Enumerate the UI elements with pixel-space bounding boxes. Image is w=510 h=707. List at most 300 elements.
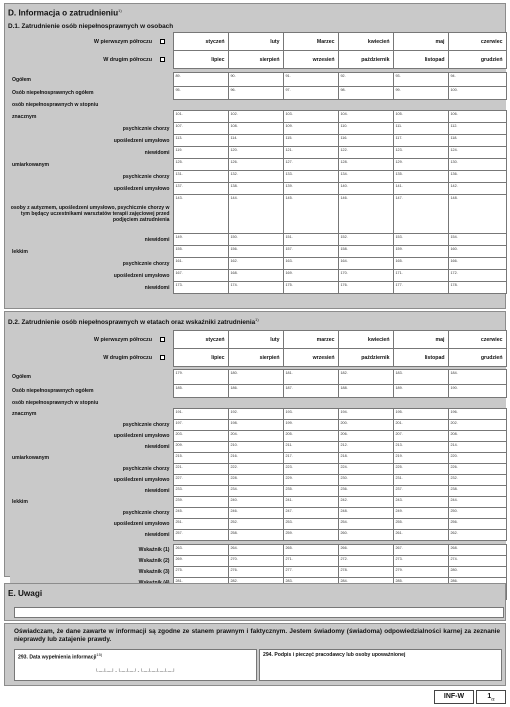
row-label-text: niewidomi [144, 444, 170, 450]
input-cell[interactable]: 199. [283, 420, 338, 431]
input-cell[interactable]: 118. [448, 135, 506, 147]
month-half-1-3: kwiecień [338, 331, 393, 349]
input-cell[interactable]: 244. [448, 497, 506, 508]
input-cell[interactable]: 181. [283, 370, 338, 385]
input-cell[interactable]: 110. [338, 123, 393, 135]
input-cell[interactable]: 117. [393, 135, 448, 147]
input-cell[interactable]: 230. [338, 475, 393, 486]
input-cell[interactable]: 133. [283, 171, 338, 183]
section-d2-panel [4, 311, 506, 583]
table-row [10, 519, 506, 530]
input-cell[interactable]: 270. [228, 556, 283, 567]
table-row [10, 530, 506, 541]
input-cell[interactable]: 192. [228, 409, 283, 420]
input-cell[interactable]: 278. [338, 567, 393, 578]
input-cell[interactable]: 228. [228, 475, 283, 486]
input-cell[interactable]: 254. [338, 519, 393, 530]
input-cell[interactable]: 152. [338, 234, 393, 246]
row-spacer [173, 100, 506, 111]
input-cell[interactable]: 98. [338, 87, 393, 100]
input-cell[interactable]: 268. [448, 545, 506, 556]
month-half-1-2: Marzec [283, 33, 338, 51]
input-cell[interactable]: 221. [173, 464, 228, 475]
table-row [10, 159, 506, 171]
input-cell[interactable]: 191. [173, 409, 228, 420]
input-cell[interactable]: 146. [338, 195, 393, 234]
input-cell[interactable]: 144. [228, 195, 283, 234]
half-1-checkbox[interactable] [155, 33, 169, 51]
row-label-text: Wskaźnik (1) [138, 547, 170, 553]
input-cell[interactable]: 127. [283, 159, 338, 171]
input-cell[interactable]: 136. [448, 171, 506, 183]
input-cell[interactable]: 269. [173, 556, 228, 567]
row-label [10, 486, 173, 497]
input-cell[interactable]: 101. [173, 111, 228, 123]
row-label [10, 234, 173, 246]
input-cell[interactable]: 114. [228, 135, 283, 147]
table-row [10, 87, 506, 100]
input-cell[interactable]: 166. [448, 258, 506, 270]
input-cell[interactable]: 210. [228, 442, 283, 453]
input-cell[interactable]: 95. [173, 87, 228, 100]
row-label-text: umiarkowanym [12, 455, 50, 461]
input-cell[interactable]: 234. [228, 486, 283, 497]
input-cell[interactable]: 274. [448, 556, 506, 567]
input-cell[interactable]: 91. [283, 73, 338, 87]
input-cell[interactable]: 162. [228, 258, 283, 270]
input-cell[interactable]: 157. [283, 246, 338, 258]
date-input-ticks[interactable]: └─┴─┘-└─┴─┘-└─┴─┴─┴─┘ [95, 669, 177, 675]
input-cell[interactable]: 138. [228, 183, 283, 195]
input-cell[interactable]: 116. [338, 135, 393, 147]
checkbox-icon[interactable] [160, 337, 165, 342]
input-cell[interactable]: 265. [283, 545, 338, 556]
input-cell[interactable]: 226. [448, 464, 506, 475]
month-half-1-3: kwiecień [338, 33, 393, 51]
input-cell[interactable]: 252. [228, 519, 283, 530]
row-label-text: psychicznie chorzy [122, 173, 170, 180]
row-label-text: znacznym [12, 411, 37, 417]
month-half-2-4: listopad [393, 349, 448, 367]
row-label [10, 246, 173, 258]
input-cell[interactable]: 279. [393, 567, 448, 578]
month-half-1-1: luty [228, 331, 283, 349]
input-cell[interactable]: 235. [283, 486, 338, 497]
input-cell[interactable]: 220. [448, 453, 506, 464]
row-label [10, 73, 173, 87]
row-label [10, 453, 173, 464]
signature-field[interactable]: 294. Podpis i pieczęć pracodawcy lub osoby upoważnionej [259, 649, 502, 681]
input-cell[interactable]: 250. [448, 508, 506, 519]
input-cell[interactable]: 155. [173, 246, 228, 258]
row-label-text: psychicznie chorzy [122, 260, 170, 267]
table-row [10, 398, 506, 409]
input-cell[interactable]: 258. [228, 530, 283, 541]
input-cell[interactable]: 233. [173, 486, 228, 497]
input-cell[interactable]: 240. [228, 497, 283, 508]
input-cell[interactable]: 153. [393, 234, 448, 246]
input-cell[interactable]: 259. [283, 530, 338, 541]
half-2-label: W drugim półroczu [10, 51, 155, 69]
input-cell[interactable]: 212. [338, 442, 393, 453]
month-half-1-4: maj [393, 33, 448, 51]
row-label-text: Wskaźnik (2) [138, 558, 170, 564]
input-cell[interactable]: 207. [393, 431, 448, 442]
input-cell[interactable]: 112. [448, 123, 506, 135]
input-cell[interactable]: 185. [173, 385, 228, 398]
input-cell[interactable]: 184. [448, 370, 506, 385]
input-cell[interactable]: 150. [228, 234, 283, 246]
input-cell[interactable]: 100. [448, 87, 506, 100]
input-cell[interactable]: 129. [393, 159, 448, 171]
table-row [10, 475, 506, 486]
input-cell[interactable]: 183. [393, 370, 448, 385]
input-cell[interactable]: 96. [228, 87, 283, 100]
row-label [10, 147, 173, 159]
input-cell[interactable]: 177. [393, 282, 448, 294]
input-cell[interactable]: 271. [283, 556, 338, 567]
input-cell[interactable]: 178. [448, 282, 506, 294]
input-cell[interactable]: 275. [173, 567, 228, 578]
table-row [10, 370, 506, 385]
input-cell[interactable]: 141. [393, 183, 448, 195]
month-half-1-0: styczeń [173, 331, 228, 349]
input-cell[interactable]: 124. [448, 147, 506, 159]
input-cell[interactable]: 130. [448, 159, 506, 171]
row-label-text: osób niepełnosprawnych w stopniu [12, 400, 99, 406]
half-1-label: W pierwszym półroczu [10, 33, 155, 51]
input-cell[interactable]: 282. [228, 578, 283, 589]
input-cell[interactable]: 232. [448, 475, 506, 486]
declaration-text: Oświadczam, że dane zawarte w informacji są zgodne ze stanem prawnym i faktycznym. Jestem świadomy (świadoma) odpowiedzialności karnej za zeznanie nieprawdy lub zatajenie prawdy. [14, 628, 500, 643]
row-label-text: niewidomi [144, 236, 170, 243]
input-cell[interactable]: 174. [228, 282, 283, 294]
input-cell[interactable]: 159. [393, 246, 448, 258]
input-cell[interactable]: 204. [228, 431, 283, 442]
input-cell[interactable]: 122. [338, 147, 393, 159]
input-cell[interactable]: 216. [228, 453, 283, 464]
input-cell[interactable]: 180. [228, 370, 283, 385]
input-cell[interactable]: 160. [448, 246, 506, 258]
input-cell[interactable]: 113. [173, 135, 228, 147]
input-cell[interactable]: 202. [448, 420, 506, 431]
half-2-checkbox[interactable] [155, 349, 169, 367]
input-cell[interactable]: 142. [448, 183, 506, 195]
input-cell[interactable]: 197. [173, 420, 228, 431]
month-half-1-0: styczeń [173, 33, 228, 51]
month-half-2-1: sierpień [228, 349, 283, 367]
row-label-text: niewidomi [144, 284, 170, 291]
input-cell[interactable]: 125. [173, 159, 228, 171]
row-label-text: upośledzeni umysłowo [113, 137, 170, 144]
row-label-text: upośledzeni umysłowo [113, 433, 170, 439]
input-cell[interactable]: 261. [393, 530, 448, 541]
row-label-text: osób niepełnosprawnych w stopniu [12, 102, 99, 108]
row-label [10, 475, 173, 486]
input-cell[interactable]: 149. [173, 234, 228, 246]
input-cell[interactable]: 227. [173, 475, 228, 486]
input-cell[interactable]: 165. [393, 258, 448, 270]
input-cell[interactable]: 164. [338, 258, 393, 270]
row-label-text: Ogółem [12, 374, 31, 380]
row-label [10, 123, 173, 135]
input-cell[interactable]: 103. [283, 111, 338, 123]
input-cell[interactable]: 151. [283, 234, 338, 246]
input-cell[interactable]: 276. [228, 567, 283, 578]
input-cell[interactable]: 280. [448, 567, 506, 578]
row-label [10, 420, 173, 431]
row-label [10, 195, 173, 234]
row-label [10, 159, 173, 171]
row-label [10, 111, 173, 123]
input-cell[interactable]: 105. [393, 111, 448, 123]
input-cell[interactable]: 89. [173, 73, 228, 87]
input-cell[interactable]: 257. [173, 530, 228, 541]
input-cell[interactable]: 108. [228, 123, 283, 135]
month-half-2-5: grudzień [448, 349, 506, 367]
input-cell[interactable]: 182. [338, 370, 393, 385]
input-cell[interactable]: 215. [173, 453, 228, 464]
input-cell[interactable]: 225. [393, 464, 448, 475]
input-cell[interactable]: 163. [283, 258, 338, 270]
input-cell[interactable]: 120. [228, 147, 283, 159]
table-row [10, 420, 506, 431]
row-label [10, 370, 173, 385]
input-cell[interactable]: 189. [393, 385, 448, 398]
input-cell[interactable]: 93. [393, 73, 448, 87]
input-cell[interactable]: 147. [393, 195, 448, 234]
input-cell[interactable]: 281. [173, 578, 228, 589]
input-cell[interactable]: 119. [173, 147, 228, 159]
input-cell[interactable]: 260. [338, 530, 393, 541]
input-cell[interactable]: 251. [173, 519, 228, 530]
input-cell[interactable]: 156. [228, 246, 283, 258]
row-label [10, 87, 173, 100]
input-cell[interactable]: 264. [228, 545, 283, 556]
input-cell[interactable]: 140. [338, 183, 393, 195]
month-half-2-3: październik [338, 51, 393, 69]
input-cell[interactable]: 92. [338, 73, 393, 87]
month-half-2-2: wrzesień [283, 51, 338, 69]
input-cell[interactable]: 200. [338, 420, 393, 431]
input-cell[interactable]: 123. [393, 147, 448, 159]
input-cell[interactable]: 190. [448, 385, 506, 398]
input-cell[interactable]: 241. [283, 497, 338, 508]
month-half-1-1: luty [228, 33, 283, 51]
d2-title: D.2. Zatrudnienie osób niepełnosprawnych w etatach oraz wskaźniki zatrudnienia$^{1)}$ [8, 317, 259, 327]
input-cell[interactable]: 243. [393, 497, 448, 508]
input-cell[interactable]: 115. [283, 135, 338, 147]
input-cell[interactable]: 217. [283, 453, 338, 464]
input-cell[interactable]: 222. [228, 464, 283, 475]
input-cell[interactable]: 248. [338, 508, 393, 519]
input-cell[interactable]: 169. [283, 270, 338, 282]
input-cell[interactable]: 109. [283, 123, 338, 135]
input-cell[interactable]: 262. [448, 530, 506, 541]
input-cell[interactable]: 188. [338, 385, 393, 398]
input-cell[interactable]: 170. [338, 270, 393, 282]
input-cell[interactable]: 237. [393, 486, 448, 497]
input-cell[interactable]: 132. [228, 171, 283, 183]
table-row [10, 258, 506, 270]
table-row [10, 111, 506, 123]
input-cell[interactable]: 267. [393, 545, 448, 556]
input-cell[interactable]: 126. [228, 159, 283, 171]
row-label [10, 270, 173, 282]
table-row [10, 409, 506, 420]
input-cell[interactable]: 273. [393, 556, 448, 567]
input-cell[interactable]: 148. [448, 195, 506, 234]
row-label-text: umiarkowanym [12, 161, 50, 168]
input-cell[interactable]: 247. [283, 508, 338, 519]
input-cell[interactable]: 172. [448, 270, 506, 282]
input-cell[interactable]: 205. [283, 431, 338, 442]
input-cell[interactable]: 201. [393, 420, 448, 431]
input-cell[interactable]: 154. [448, 234, 506, 246]
input-cell[interactable]: 135. [393, 171, 448, 183]
input-cell[interactable]: 223. [283, 464, 338, 475]
table-row [10, 147, 506, 159]
section-e-title: E. Uwagi [8, 589, 43, 598]
input-cell[interactable]: 143. [173, 195, 228, 234]
input-cell[interactable]: 224. [338, 464, 393, 475]
input-cell[interactable]: 256. [448, 519, 506, 530]
input-cell[interactable]: 176. [338, 282, 393, 294]
input-cell[interactable]: 229. [283, 475, 338, 486]
input-cell[interactable]: 175. [283, 282, 338, 294]
row-label [10, 442, 173, 453]
date-field[interactable]: 293. Data wypełnienia informacji$^{15)}$ └─┴─┘-└─┴─┘-└─┴─┴─┴─┘ [14, 649, 257, 681]
input-cell[interactable]: 255. [393, 519, 448, 530]
row-label [10, 398, 173, 409]
input-cell[interactable]: 167. [173, 270, 228, 282]
input-cell[interactable]: 121. [283, 147, 338, 159]
checkbox-icon[interactable] [160, 39, 165, 44]
input-cell[interactable]: 171. [393, 270, 448, 282]
table-row [10, 508, 506, 519]
input-cell[interactable]: 168. [228, 270, 283, 282]
input-cell[interactable]: 208. [448, 431, 506, 442]
page-indicator: $1_{/2}$ [476, 690, 506, 704]
input-cell[interactable]: 266. [338, 545, 393, 556]
row-label-text: upośledzeni umysłowo [113, 521, 170, 527]
input-cell[interactable]: 218. [338, 453, 393, 464]
input-cell[interactable]: 131. [173, 171, 228, 183]
input-cell[interactable]: 253. [283, 519, 338, 530]
input-cell[interactable]: 209. [173, 442, 228, 453]
month-half-1-5: czerwiec [448, 33, 506, 51]
input-cell[interactable]: 99. [393, 87, 448, 100]
input-cell[interactable]: 249. [393, 508, 448, 519]
row-label-text: lekkim [12, 499, 28, 505]
input-cell[interactable]: 246. [228, 508, 283, 519]
half-1-checkbox[interactable] [155, 331, 169, 349]
input-cell[interactable]: 111. [393, 123, 448, 135]
table-row [10, 567, 506, 578]
input-cell[interactable]: 239. [173, 497, 228, 508]
input-cell[interactable]: 186. [228, 385, 283, 398]
input-cell[interactable]: 286. [448, 578, 506, 589]
input-cell[interactable]: 179. [173, 370, 228, 385]
input-cell[interactable]: 102. [228, 111, 283, 123]
row-label-text: psychicznie chorzy [122, 125, 170, 132]
input-cell[interactable]: 94. [448, 73, 506, 87]
input-cell[interactable]: 161. [173, 258, 228, 270]
input-cell[interactable]: 284. [338, 578, 393, 589]
input-cell[interactable]: 195. [393, 409, 448, 420]
table-row [10, 556, 506, 567]
input-cell[interactable]: 236. [338, 486, 393, 497]
input-cell[interactable]: 219. [393, 453, 448, 464]
input-cell[interactable]: 283. [283, 578, 338, 589]
half-2-checkbox[interactable] [155, 51, 169, 69]
input-cell[interactable]: 198. [228, 420, 283, 431]
row-label-text: psychicznie chorzy [122, 422, 170, 428]
row-label [10, 385, 173, 398]
input-cell[interactable]: 90. [228, 73, 283, 87]
input-cell[interactable]: 139. [283, 183, 338, 195]
row-label-text: niewidomi [144, 488, 170, 494]
checkbox-icon[interactable] [160, 57, 165, 62]
remarks-field[interactable] [14, 607, 504, 618]
input-cell[interactable]: 134. [338, 171, 393, 183]
row-label [10, 135, 173, 147]
table-row [10, 486, 506, 497]
table-row [10, 497, 506, 508]
input-cell[interactable]: 145. [283, 195, 338, 234]
input-cell[interactable]: 213. [393, 442, 448, 453]
input-cell[interactable]: 97. [283, 87, 338, 100]
row-label-text: Osób niepełnosprawnych ogółem [12, 90, 94, 96]
table-row [10, 183, 506, 195]
input-cell[interactable]: 107. [173, 123, 228, 135]
row-label-text: psychicznie chorzy [122, 466, 170, 472]
input-cell[interactable]: 242. [338, 497, 393, 508]
month-half-2-2: wrzesień [283, 349, 338, 367]
input-cell[interactable]: 211. [283, 442, 338, 453]
row-label-text: osoby z autyzmem, upośledzeni umysłowo, psychicznie chorzy w tym będący uczestnikami warsztatów terapii zajęciowej przed podjęciem zatrudnienia [10, 205, 170, 223]
input-cell[interactable]: 206. [338, 431, 393, 442]
input-cell[interactable]: 285. [393, 578, 448, 589]
input-cell[interactable]: 173. [173, 282, 228, 294]
input-cell[interactable]: 245. [173, 508, 228, 519]
input-cell[interactable]: 272. [338, 556, 393, 567]
checkbox-icon[interactable] [160, 355, 165, 360]
row-label-text: niewidomi [144, 532, 170, 538]
input-cell[interactable]: 104. [338, 111, 393, 123]
row-label [10, 183, 173, 195]
row-label-text: znacznym [12, 113, 37, 120]
input-cell[interactable]: 238. [448, 486, 506, 497]
month-half-2-1: sierpień [228, 51, 283, 69]
table-row [10, 431, 506, 442]
input-cell[interactable]: 203. [173, 431, 228, 442]
input-cell[interactable]: 193. [283, 409, 338, 420]
input-cell[interactable]: 137. [173, 183, 228, 195]
input-cell[interactable]: 277. [283, 567, 338, 578]
input-cell[interactable]: 128. [338, 159, 393, 171]
d2-table [10, 330, 507, 600]
input-cell[interactable]: 158. [338, 246, 393, 258]
input-cell[interactable]: 196. [448, 409, 506, 420]
input-cell[interactable]: 231. [393, 475, 448, 486]
input-cell[interactable]: 187. [283, 385, 338, 398]
month-half-1-2: marzec [283, 331, 338, 349]
input-cell[interactable]: 263. [173, 545, 228, 556]
input-cell[interactable]: 194. [338, 409, 393, 420]
input-cell[interactable]: 106. [448, 111, 506, 123]
input-cell[interactable]: 214. [448, 442, 506, 453]
